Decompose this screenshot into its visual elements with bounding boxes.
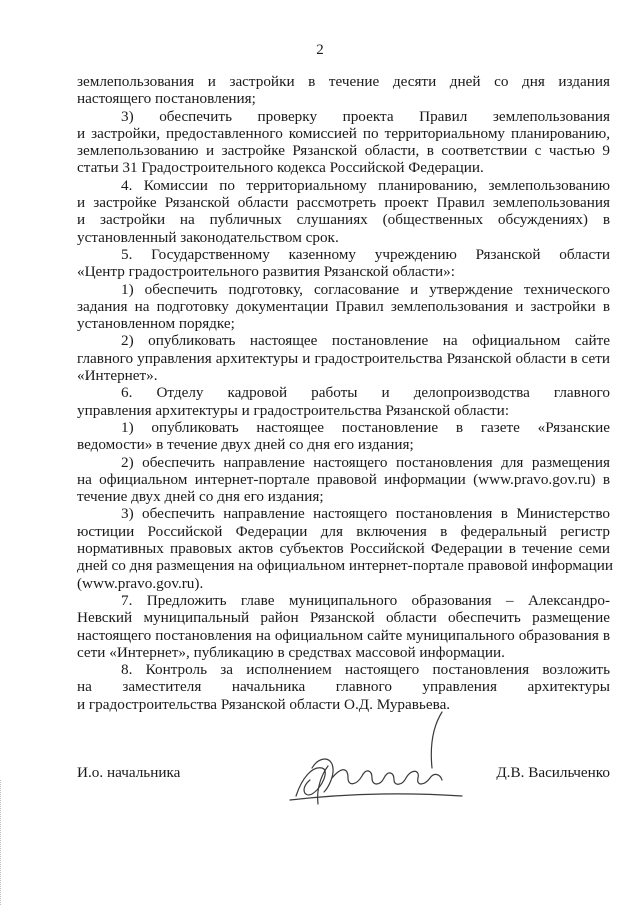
text-line: и застройке Рязанской области рассмотреть проект Правил землепользования [77,194,610,212]
text-line: «Интернет». [77,367,158,385]
handwritten-signature [282,708,482,818]
text-line: течение двух дней со дня его издания; [77,488,324,506]
text-line: 4. Комиссии по территориальному планированию, землепользованию [121,176,610,194]
text-line: 3) обеспечить направление настоящего постановления в Министерство [121,505,610,523]
text-line: и застройки на публичных слушаниях (общественных обсуждениях) в [77,211,610,229]
text-line: 6. Отделу кадровой работы и делопроизводства главного [121,384,610,402]
text-line: (www.pravo.gov.ru). [77,574,204,592]
text-line: нормативных правовых актов субъектов Российской Федерации в течение семи [77,540,610,558]
text-line: землепользованию и застройке Рязанской области, в соответствии с частью 9 [77,142,610,160]
text-line: землепользования и застройки в течение десяти дней со дня издания [77,73,610,90]
text-line: 3) обеспечить проверку проекта Правил землепользования [121,107,610,125]
text-line: 7. Предложить главе муниципального образования – Александро- [121,591,610,609]
signature-block [77,764,610,786]
text-line: настоящего постановления на официальном сайте муниципального образования в [77,626,610,644]
text-line: 1) опубликовать настоящее постановление в газете «Рязанские [121,418,610,436]
page-number: 2 [316,42,324,58]
text-line: Невский муниципальный район Рязанской области обеспечить размещение [77,609,610,627]
document-body [77,73,614,713]
text-line: 5. Государственному казенному учреждению Рязанской области [121,245,610,263]
text-line: и градостроительства Рязанской области О.Д. Муравьева. [77,695,451,713]
text-line: ведомости» в течение двух дней со дня его издания; [77,436,414,454]
text-line: 2) обеспечить направление настоящего постановления для размещения [121,453,610,471]
text-line: настоящего постановления; [77,90,256,108]
text-line: задания на подготовку документации Правил землепользования и застройки в [77,297,610,315]
text-line: сети «Интернет», публикацию в средствах массовой информации. [77,643,505,661]
text-line: юстиции Российской Федерации для включения в федеральный регистр [77,522,610,540]
text-line: дней со дня размещения на официальном интернет-портале правовой информации [77,557,614,575]
text-line: на официальном интернет-портале правовой информации (www.pravo.gov.ru) в [77,470,610,488]
signatory-name: Д.В. Васильченко [496,764,610,781]
text-line: на заместителя начальника главного управления архитектуры [77,678,610,696]
text-line: 2) опубликовать настоящее постановление на официальном сайте [121,332,610,350]
text-line: 1) обеспечить подготовку, согласование и утверждение технического [121,280,610,298]
text-line: установленном порядке; [77,315,235,333]
text-line: «Центр градостроительного развития Рязанской области»: [77,263,455,281]
signatory-title: И.о. начальника [77,764,181,781]
scan-margin-mark [0,780,7,905]
text-line: и застройки, предоставленного комиссией по территориальному планированию, [77,124,610,142]
text-line: статьи 31 Градостроительного кодекса Российской Федерации. [77,159,484,177]
text-line: установленный законодательством срок. [77,228,339,246]
text-line: главного управления архитектуры и градостроительства Рязанской области в сети [77,349,610,367]
text-line: 8. Контроль за исполнением настоящего постановления возложить [121,661,610,679]
text-line: управления архитектуры и градостроительства Рязанской области: [77,401,510,419]
